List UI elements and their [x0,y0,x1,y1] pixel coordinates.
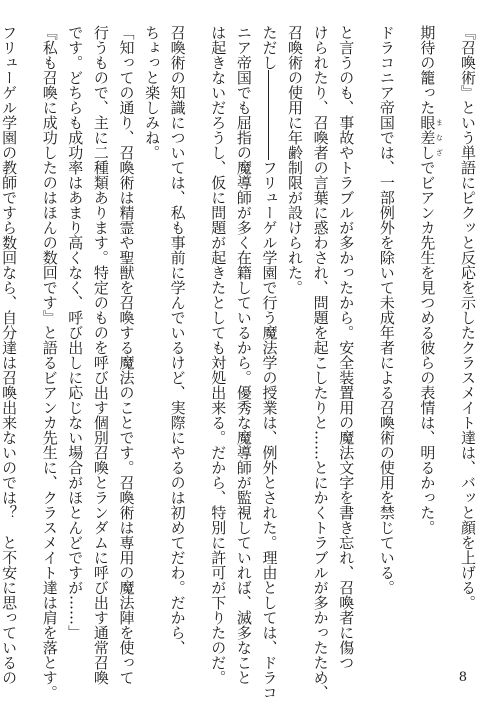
text-line: 召喚術の知識については、私も事前に学んでいるけど、実際にやるのは初めてだわ。だから、 [168,25,187,655]
text-line: です。どちらも成功率はあまり高くなく、呼び出しに応じない場合がほとんどですが……」 [66,25,85,640]
body-text [0,25,480,700]
text-line: フリューゲル学園の教師ですら数回なら、自分達は召喚出来ないのでは？ と不安に思っているの [0,25,19,685]
text-line: ニア帝国でも屈指の魔導師が多く在籍しているから。優秀な魔導師が監視していれば、滅多なこと [234,25,253,685]
text-line: 召喚術の使用に年齢制限が設けられた。 [286,25,305,295]
text-line: は起きないだろうし、仮に問題が起きたとしても対処出来る。だから、特別に許可が下りたのだ。 [209,25,228,685]
text-line: 『召喚術』という単語にピクッと反応を示したクラスメイト達は、バッと顔を上げる。 [459,25,477,610]
text-line: けられたり、召喚者の言葉に惑わされ、問題を起こしたりと……とにかくトラブルが多かったため、 [311,25,330,700]
text-line: 「知っての通り、召喚術は精霊や聖獣を召喚する魔法のことです。召喚術は専用の魔法陣を使って [117,25,136,685]
text-line: 『私も召喚に成功したのはほんの数回です』と語るビアンカ先生に、クラスメイト達は肩を落とす。 [40,25,59,700]
text-line: ちょっと楽しみね。 [143,25,162,160]
ruby-annotation: 眼差し まなざ [418,115,444,160]
text-line: 行うもので、主に二種類あります。特定のものを呼び出す個別召喚とランダムに呼び出す通常召喚 [91,25,110,685]
text-line: ただし――――――フリューゲル学園で行う魔法学の授業は、例外とされた。理由としては、ドラコ [260,25,279,700]
page-number: 8 [458,670,467,685]
ruby-reading: まなざ [435,115,444,160]
text-line: 期待の籠った眼差し まなざでビアンカ先生を見つめる彼らの表情は、明るかった。 [418,25,444,535]
text-line: と言うのも、事故やトラブルが多かったから。安全装置用の魔法文字を書き忘れ、召喚者に傷つ [337,25,356,670]
text-line: ドラコニア帝国では、一部例外を除いて未成年者による召喚術の使用を禁じている。 [377,25,396,595]
